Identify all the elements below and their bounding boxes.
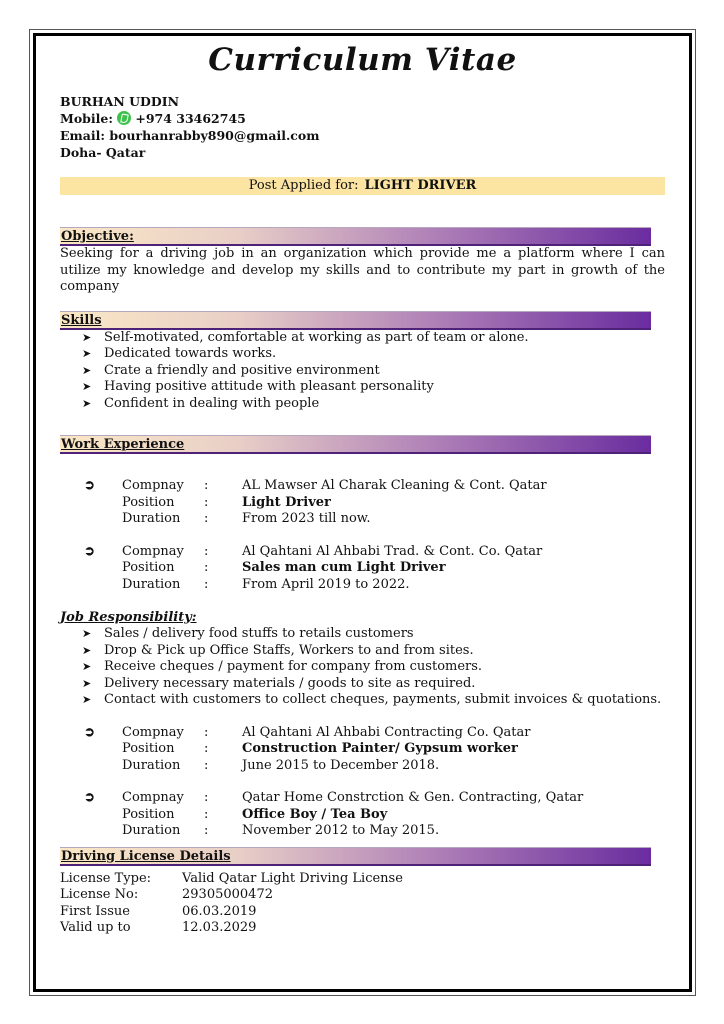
job-duration: June 2015 to December 2018.: [242, 757, 440, 773]
mobile-label: Mobile:: [60, 111, 113, 126]
list-item: ➤ Having positive attitude with pleasant personality: [82, 379, 434, 394]
job-company: Qatar Home Constrction & Gen. Contracting, Qatar: [242, 790, 584, 805]
objective-text: Seeking for a driving job in an organization which provide me a platform where I can utilize my knowledge and develop my skills and to contribute my part in growth of the company: [60, 246, 665, 294]
list-item: ➤ Crate a friendly and positive environment: [82, 362, 380, 378]
cv-page: [60, 40, 665, 937]
list-item: ➤ Sales / delivery food stuffs to retails customers: [82, 626, 414, 641]
post-applied-bar: [60, 177, 665, 195]
contact-block: [60, 93, 665, 161]
license-heading: Driving License Details: [61, 848, 231, 864]
arrowhead-icon: ➤: [82, 693, 92, 706]
arrowhead-icon: ➤: [82, 330, 92, 344]
license-row: License Type: Valid Qatar Light Driving License: [60, 870, 403, 886]
list-item: ➤ Self-motivated, comfortable at working as part of team or alone.: [82, 329, 529, 345]
post-value: LIGHT DRIVER: [364, 178, 477, 193]
objective-heading: Objective:: [61, 229, 134, 244]
job-position: Construction Painter/ Gypsum worker: [242, 741, 518, 756]
list-item: ➤ Drop & Pick up Office Staffs, Workers to and from sites.: [82, 642, 474, 658]
arrowhead-icon: ➤: [82, 380, 92, 393]
list-item: ➤ Dedicated towards works.: [82, 346, 277, 361]
post-label: Post Applied for:: [248, 178, 359, 193]
whatsapp-icon: [117, 111, 131, 125]
skills-heading: Skills: [61, 312, 102, 328]
arrowhead-icon: ➤: [82, 643, 92, 657]
applicant-name: BURHAN UDDIN: [60, 94, 179, 109]
arrowhead-icon: ➤: [82, 676, 92, 690]
job-entry: ➲ Compnay : Al Qahtani Al Ahbabi Contracting Co. Qatar Position : Construction Painter/ Gypsum worker Duration : June 2015 to December 2018.: [60, 725, 665, 775]
job-duration: November 2012 to May 2015.: [242, 823, 440, 838]
objective-heading-bar: [60, 227, 651, 246]
license-details: [60, 871, 665, 937]
skills-heading-bar: [60, 311, 651, 330]
job-entry: ➲ Compnay : AL Mawser Al Charak Cleaning & Cont. Qatar Position : Light Driver Duration : From 2023 till now.: [60, 478, 665, 528]
job-entry: ➲ Compnay : Qatar Home Constrction & Gen. Contracting, Qatar Position : Office Boy / Tea Boy Duration : November 2012 to May 2015.: [60, 790, 665, 840]
location: Doha- Qatar: [60, 145, 146, 160]
mobile-number: +974 33462745: [135, 111, 246, 126]
list-item: ➤ Delivery necessary materials / goods to site as required.: [82, 675, 476, 691]
curved-arrow-icon: ➲: [84, 478, 95, 493]
license-row: License No: 29305000472: [60, 887, 273, 902]
arrowhead-icon: ➤: [82, 347, 92, 360]
job-position: Sales man cum Light Driver: [242, 560, 446, 575]
mobile-line: [60, 110, 665, 127]
license-row: Valid up to 12.03.2029: [60, 920, 257, 935]
job-duration: From 2023 till now.: [242, 511, 371, 526]
license-heading-bar: [60, 847, 651, 866]
curved-arrow-icon: ➲: [84, 724, 95, 740]
job-company: Al Qahtani Al Ahbabi Trad. & Cont. Co. Qatar: [242, 543, 543, 559]
job-company: Al Qahtani Al Ahbabi Contracting Co. Qatar: [242, 724, 531, 740]
job-company: AL Mawser Al Charak Cleaning & Cont. Qatar: [242, 478, 547, 493]
list-item: ➤ Contact with customers to collect cheques, payments, submit invoices & quotations.: [82, 692, 662, 707]
arrowhead-icon: ➤: [82, 396, 92, 410]
job-position: Light Driver: [242, 494, 331, 510]
work-heading: Work Experience: [61, 437, 185, 452]
list-item: ➤ Receive cheques / payment for company from customers.: [82, 659, 483, 674]
job-duration: From April 2019 to 2022.: [242, 576, 410, 592]
email-label: Email:: [60, 128, 105, 143]
license-row: First Issue 06.03.2019: [60, 903, 257, 919]
job-position: Office Boy / Tea Boy: [242, 806, 388, 822]
arrowhead-icon: ➤: [82, 627, 92, 640]
arrowhead-icon: ➤: [82, 363, 92, 377]
skills-list: [60, 330, 665, 413]
work-heading-bar: [60, 435, 651, 454]
cv-title: Curriculum Vitae: [208, 42, 517, 78]
job-entry: ➲ Compnay : Al Qahtani Al Ahbabi Trad. & Cont. Co. Qatar Position : Sales man cum Light Driver Duration : From April 2019 to 2022.: [60, 544, 665, 594]
arrowhead-icon: ➤: [82, 660, 92, 673]
email-address: bourhanrabby890@gmail.com: [109, 128, 320, 143]
curved-arrow-icon: ➲: [84, 790, 95, 805]
list-item: ➤ Confident in dealing with people: [82, 395, 320, 411]
email-line: [60, 127, 665, 144]
job-responsibility-heading: Job Responsibility:: [60, 610, 197, 625]
responsibility-list: [60, 626, 665, 709]
curved-arrow-icon: ➲: [84, 543, 95, 559]
